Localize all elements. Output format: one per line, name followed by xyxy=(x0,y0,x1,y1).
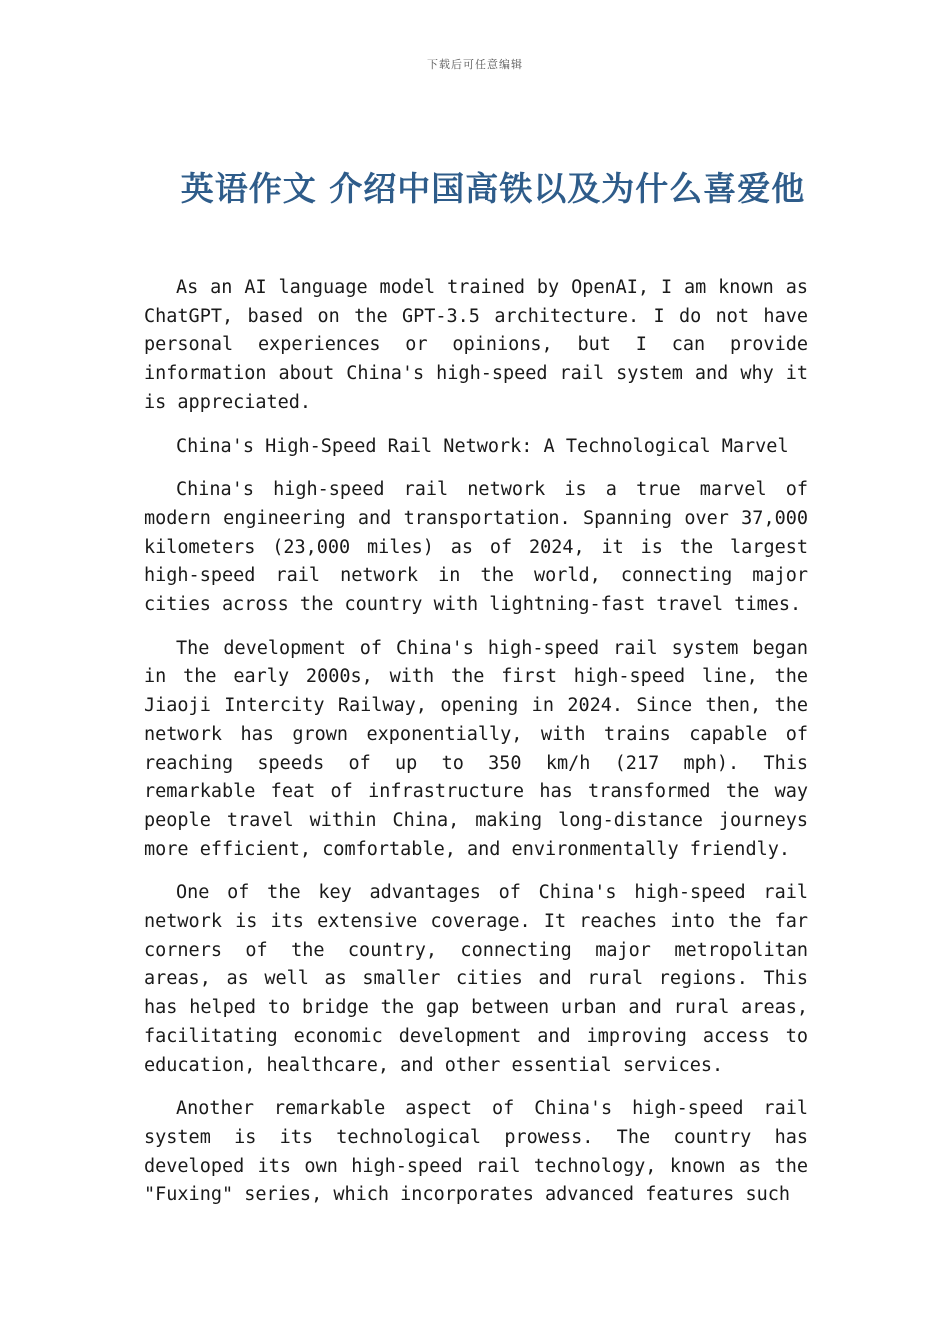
paragraph: Another remarkable aspect of China's high-speed rail system is its technological prowess. The country has developed its own high-speed rail technology, known as the "Fuxing" series, which incorporates advanced features such xyxy=(144,1098,808,1206)
paragraph: As an AI language model trained by OpenAI, I am known as ChatGPT, based on the GPT-3.5 architecture. I do not have personal experiences or opinions, but I can provide information about China's high-speed rail system and why it is appreciated. xyxy=(144,277,808,413)
section-heading: China's High-Speed Rail Network: A Technological Marvel xyxy=(176,435,789,457)
header-note: 下载后可任意编辑 xyxy=(427,58,523,71)
paragraph: One of the key advantages of China's high-speed rail network is its extensive coverage. It reaches into the far corners of the country, connecting major metropolitan areas, as well as smaller cities and rural regions. This has helped to bridge the gap between urban and rural areas, facilitating economic development and improving access to education, healthcare, and other essential services. xyxy=(144,882,808,1076)
paragraph: China's high-speed rail network is a true marvel of modern engineering and transportation. Spanning over 37,000 kilometers (23,000 miles) as of 2024, it is the largest high-speed rail network in the world, connecting major cities across the country with lightning-fast travel times. xyxy=(144,479,808,616)
document-body xyxy=(144,274,808,1225)
paragraph: The development of China's high-speed rail system began in the early 2000s, with the first high-speed line, the Jiaoji Intercity Railway, opening in 2024. Since then, the network has grown exponentially, with trains capable of reaching speeds of up to 350 km/h (217 mph). This remarkable feat of infrastructure has transformed the way people travel within China, making long-distance journeys more efficient, comfortable, and environmentally friendly. xyxy=(144,637,808,860)
document-title: 英语作文 介绍中国高铁以及为什么喜爱他 xyxy=(180,169,806,208)
